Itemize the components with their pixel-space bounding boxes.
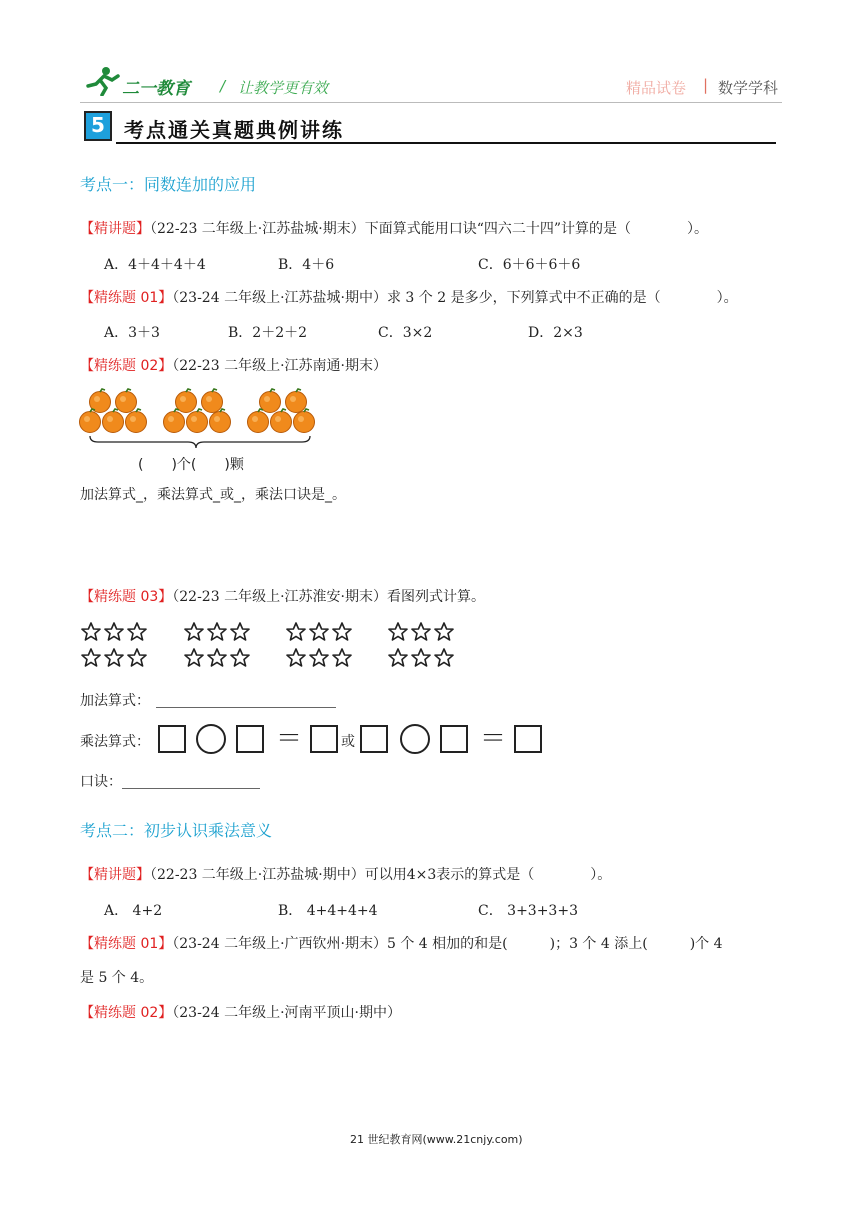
equals-sign-2: ＝ xyxy=(480,724,507,754)
topic1-q2 xyxy=(80,288,738,308)
topic1-q3-answer-line: 加法算式_，乘法算式_或_，乘法口诀是_。 xyxy=(80,487,346,503)
orange-group-2 xyxy=(164,389,231,433)
topic1-q4 xyxy=(80,587,485,607)
question-tag: 【精讲题】 xyxy=(80,221,150,237)
topic2-q3 xyxy=(80,1003,401,1023)
runner-logo-icon xyxy=(84,66,120,96)
answer-box-5[interactable] xyxy=(440,725,468,753)
topic1-title: 考点一：同数连加的应用 xyxy=(80,175,257,194)
topic2-title: 考点二：初步认识乘法意义 xyxy=(80,821,273,840)
question-text: （22-23 二年级上·江苏盐城·期末）下面算式能用口诀“四六二十四”计算的是（ ）。 xyxy=(150,221,709,237)
section-title-underline xyxy=(116,142,776,144)
answer-box-3[interactable] xyxy=(310,725,338,753)
header xyxy=(0,0,860,100)
header-separator: / xyxy=(220,77,226,95)
question-tag: 【精练题 02】 xyxy=(80,358,173,374)
topic1-q2-option-d: D．2×3 xyxy=(528,325,583,341)
question-tag: 【精练题 01】 xyxy=(80,936,173,952)
logo-text: 二一教育 xyxy=(122,79,190,99)
header-slogan: 让教学更有效 xyxy=(238,79,329,97)
answer-box-1[interactable] xyxy=(158,725,186,753)
star-group-4 xyxy=(389,623,453,666)
question-text: （23-24 二年级上·河南平顶山·期中） xyxy=(172,1005,401,1021)
addition-label: 加法算式： xyxy=(80,693,150,709)
answer-box-6[interactable] xyxy=(514,725,542,753)
header-divider: | xyxy=(703,76,709,94)
topic2-q2-continuation: 是 5 个 4。 xyxy=(80,970,154,986)
operator-circle-2[interactable] xyxy=(400,724,430,754)
section-number: 5 xyxy=(91,113,105,137)
section-title: 考点通关真题典例讲练 xyxy=(124,118,344,142)
topic2-q1-option-a: A． 4+2 xyxy=(104,903,163,919)
question-text: （22-23 二年级上·江苏淮安·期末）看图列式计算。 xyxy=(172,589,485,605)
question-tag: 【精讲题】 xyxy=(80,867,150,883)
topic2-q1-option-c: C． 3+3+3+3 xyxy=(478,903,578,919)
orange-group-1 xyxy=(80,389,147,433)
operator-circle-1[interactable] xyxy=(196,724,226,754)
topic2-q1-option-b: B． 4+4+4+4 xyxy=(278,903,378,919)
question-tag: 【精练题 02】 xyxy=(80,1005,173,1021)
question-text: （22-23 二年级上·江苏盐城·期中）可以用4×3表示的算式是（ ）。 xyxy=(150,867,612,883)
topic1-q1-option-c: C．6＋6＋6＋6 xyxy=(478,257,581,273)
answer-box-4[interactable] xyxy=(360,725,388,753)
star-group-1 xyxy=(82,623,146,666)
question-text: （22-23 二年级上·江苏南通·期末） xyxy=(172,358,387,374)
topic2-q2 xyxy=(80,934,723,954)
or-text: 或 xyxy=(341,734,355,750)
star-group-2 xyxy=(185,623,249,666)
footer-text: 21 世纪教育网(www.21cnjy.com) xyxy=(350,1133,523,1146)
topic1-q1-option-b: B．4＋6 xyxy=(278,257,335,273)
header-exam-label: 精品试卷 xyxy=(626,79,687,97)
equals-sign-1: ＝ xyxy=(276,724,303,754)
topic2-q1 xyxy=(80,865,611,885)
topic1-q2-option-c: C．3×2 xyxy=(378,325,433,341)
oranges-figure xyxy=(78,386,318,450)
multiplication-label: 乘法算式： xyxy=(80,734,150,750)
rhyme-answer-blank[interactable] xyxy=(122,788,260,789)
question-text: （23-24 二年级上·江苏盐城·期中）求 3 个 2 是多少，下列算式中不正确的是（ ）。 xyxy=(172,290,738,306)
topic1-q1-option-a: A．4＋4＋4＋4 xyxy=(104,257,206,273)
question-text: （23-24 二年级上·广西钦州·期末）5 个 4 相加的和是( )；3 个 4 添上( )个 4 xyxy=(172,936,723,952)
topic1-q3 xyxy=(80,356,387,376)
topic1-q1 xyxy=(80,219,708,239)
answer-box-2[interactable] xyxy=(236,725,264,753)
question-tag: 【精练题 03】 xyxy=(80,589,173,605)
curly-brace xyxy=(90,436,310,448)
question-tag: 【精练题 01】 xyxy=(80,290,173,306)
oranges-bracket-label: ( )个( )颗 xyxy=(138,457,244,473)
rhyme-label: 口诀： xyxy=(80,774,122,790)
stars-figure xyxy=(80,620,460,672)
topic1-q2-option-b: B．2＋2＋2 xyxy=(228,325,308,341)
star-group-3 xyxy=(287,623,351,666)
header-subject: 数学学科 xyxy=(718,79,779,97)
topic1-q2-option-a: A．3＋3 xyxy=(104,325,160,341)
header-rule xyxy=(80,102,782,103)
orange-group-3 xyxy=(248,389,315,433)
addition-answer-blank[interactable] xyxy=(156,707,336,708)
